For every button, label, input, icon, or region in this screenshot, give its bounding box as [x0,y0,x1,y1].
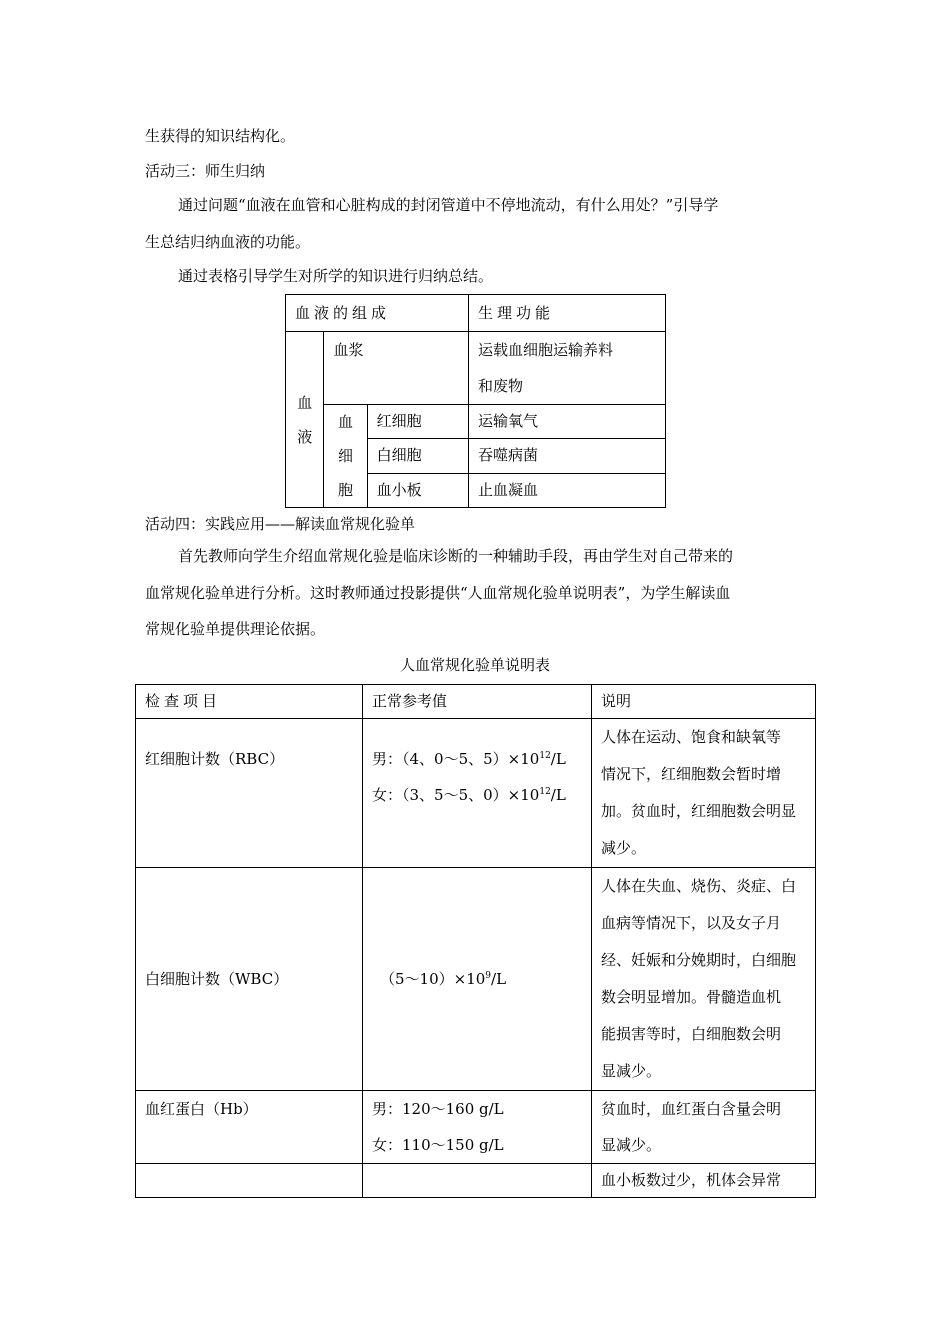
table-row [136,868,816,1091]
table-header-description: 说明 [592,685,816,719]
table-row [136,1091,816,1164]
table-cell-rbc: 红细胞 [367,405,468,439]
table-cell-wbc-function: 吞噬病菌 [468,439,665,473]
table-header-function: 生理功能 [468,295,665,332]
table-cell-description: 血小板数过少，机体会异常 [592,1164,816,1198]
table-row [136,1164,816,1198]
table-row [136,719,816,868]
paragraph: 生总结归纳血液的功能。 [145,233,311,251]
paragraph: 常规化验单提供理论依据。 [145,620,326,638]
section-heading-activity-3: 活动三：师生归纳 [145,162,266,180]
table-cell-reference: $(5\sim 10)\times 10^9/L$ [363,868,592,1091]
table-cell-description: 人体在失血、烧伤、炎症、白 血病等情况下，以及女子月 经、妊娠和分娩期时，白细胞 数会明显增加。骨髓造血机 能损害等时，白细胞数会明 显减少。 [592,868,816,1091]
table-cell-rbc-function: 运输氧气 [468,405,665,439]
table-header-composition: 血液的组成 [286,295,469,332]
table-cell-plasma: 血浆 [324,332,469,405]
paragraph: 通过表格引导学生对所学的知识进行归纳总结。 [178,267,494,285]
table-cell-blood: 血 液 [286,332,324,508]
table-cell-item: 红细胞计数（RBC） [136,719,363,868]
table-header-reference: 正常参考值 [363,685,592,719]
table-row [286,295,666,332]
paragraph: 血常规化验单进行分析。这时教师通过投影提供“人血常规化验单说明表”，为学生解读血 [145,584,731,602]
table-cell-plasma-function: 运载血细胞运输养料 和废物 [468,332,665,405]
section-heading-activity-4: 活动四：实践应用——解读血常规化验单 [145,515,416,533]
table-row [136,685,816,719]
table-cell-reference: 男：120～160 g/L 女：110～150 g/L [363,1091,592,1164]
table-header-item: 检查项目 [136,685,363,719]
blood-test-reference-table [135,684,816,1198]
table-cell-blood-cells: 血 细 胞 [324,405,367,508]
table-title: 人血常规化验单说明表 [399,656,550,674]
table-cell-item: 白细胞计数（WBC） [136,868,363,1091]
table-row [286,332,666,405]
table-cell-reference [363,1164,592,1198]
table-cell-description: 贫血时，血红蛋白含量会明 显减少。 [592,1091,816,1164]
table-cell-reference: 男：（4、0～5、$5)\times 10^{12}/L$ 女：（3、5～5、$0)\times 10^{12}/L$ [363,719,592,868]
paragraph: 生获得的知识结构化。 [145,127,296,145]
table-cell-wbc: 白细胞 [367,439,468,473]
table-row [286,405,666,439]
table-cell-item [136,1164,363,1198]
blood-composition-table [285,294,666,508]
paragraph: 首先教师向学生介绍血常规化验是临床诊断的一种辅助手段，再由学生对自己带来的 [178,547,734,565]
paragraph: 通过问题“血液在血管和心脏构成的封闭管道中不停地流动，有什么用处？”引导学 [178,196,719,214]
table-cell-item: 血红蛋白（Hb） [136,1091,363,1164]
table-cell-platelet: 血小板 [367,473,468,507]
table-cell-platelet-function: 止血凝血 [468,473,665,507]
table-cell-description: 人体在运动、饱食和缺氧等 情况下，红细胞数会暂时增 加。贫血时，红细胞数会明显 减少。 [592,719,816,868]
